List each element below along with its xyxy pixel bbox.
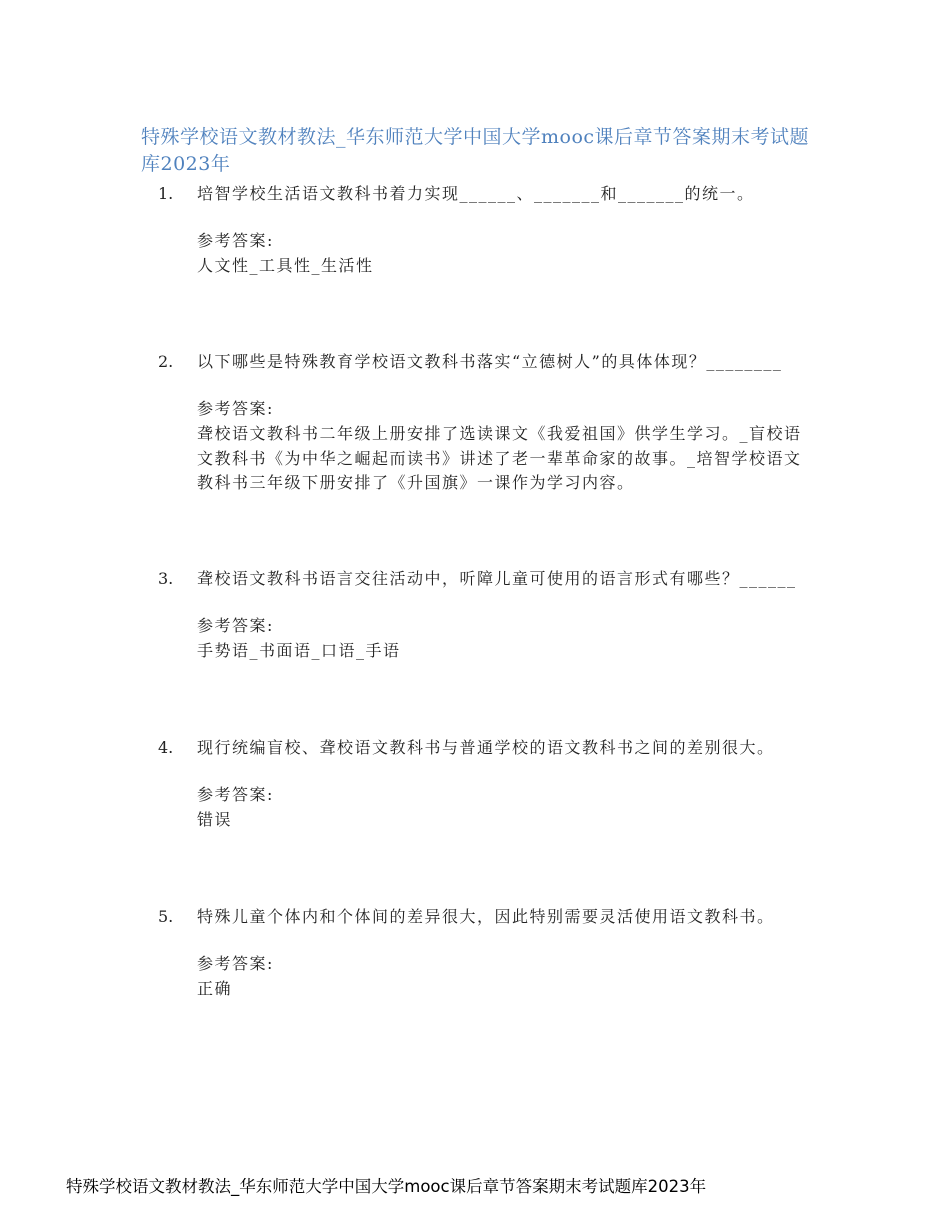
answer-text: 聋校语文教科书二年级上册安排了选读课文《我爱祖国》供学生学习。_盲校语文教科书《为中华之崛起而读书》讲述了老一辈革命家的故事。_培智学校语文教科书三年级下册安排了《升国旗》一课作为学习内容。 [197,424,802,492]
answer-label: 参考答案: [197,785,274,804]
question-text: 特殊儿童个体内和个体间的差异很大，因此特别需要灵活使用语文教科书。 [197,907,775,926]
question-number: 5. [158,907,174,926]
answer-label: 参考答案: [197,616,274,635]
document-title: 特殊学校语文教材教法_华东师范大学中国大学mooc课后章节答案期末考试题库2023年 [141,126,810,175]
question-number: 3. [158,569,174,588]
answer-label: 参考答案: [197,231,274,250]
footer-title: 特殊学校语文教材教法_华东师范大学中国大学mooc课后章节答案期末考试题库2023年 [66,1177,707,1196]
question-number: 2. [158,352,174,371]
answer-text: 手势语_书面语_口语_手语 [197,641,401,660]
question-text: 以下哪些是特殊教育学校语文教科书落实“立德树人”的具体体现？________ [197,352,783,371]
question-text: 现行统编盲校、聋校语文教科书与普通学校的语文教科书之间的差别很大。 [197,738,775,757]
question-text: 聋校语文教科书语言交往活动中，听障儿童可使用的语言形式有哪些？______ [197,569,797,588]
answer-text: 正确 [197,979,233,998]
answer-label: 参考答案: [197,399,274,418]
question-text: 培智学校生活语文教科书着力实现______、_______和_______的统一。 [197,184,755,203]
question-number: 4. [158,738,174,757]
answer-label: 参考答案: [197,954,274,973]
answer-text: 人文性_工具性_生活性 [197,256,374,275]
answer-text: 错误 [197,810,233,829]
question-number: 1. [158,184,174,203]
